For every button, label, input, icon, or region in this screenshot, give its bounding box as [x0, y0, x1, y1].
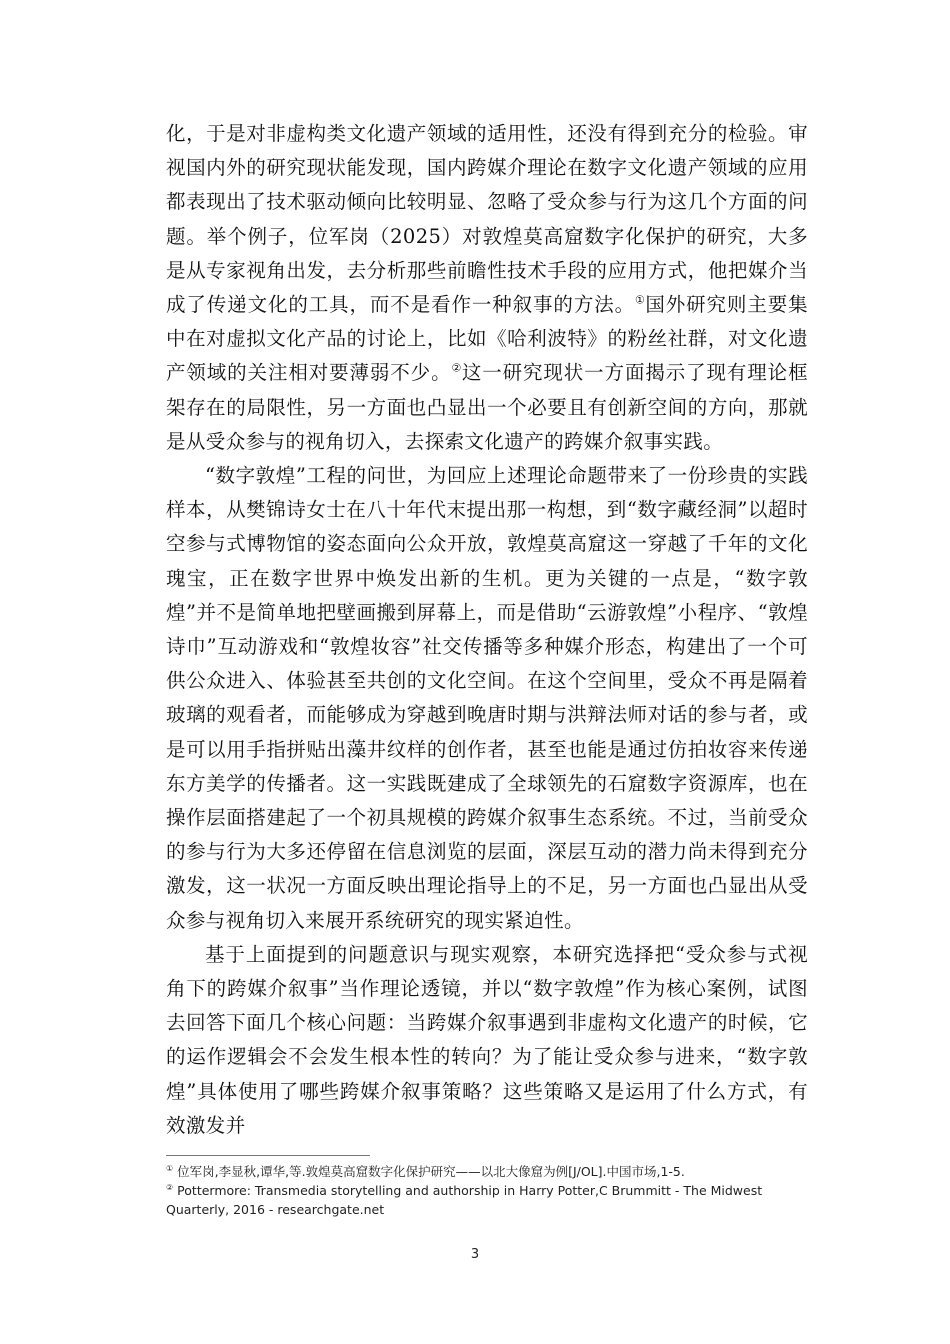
paragraph-text: 这一研究现状一方面揭示了现有理论框架存在的局限性，另一方面也凸显出一个必要且有创新空间的方向，那就是从受众参与的视角切入，去探索文化遗产的跨媒介叙事实践。 — [166, 361, 808, 453]
footnote-mark: ② — [166, 1182, 174, 1192]
paragraph-text: “数字敦煌”工程的问世，为回应上述理论命题带来了一份珍贵的实践样本，从樊锦诗女士在八十年代末提出那一构想，到“数字藏经洞”以超时空参与式博物馆的姿态面向公众开放，敦煌莫高窟这一穿越了千年的文化瑰宝，正在数字世界中焕发出新的生机。更为关键的一点是，“数字敦煌”并不是简单地把壁画搬到屏幕上，而是借助“云游敦煌”小程序、“敦煌诗巾”互动游戏和“敦煌妆容”社交传播等多种媒介形态，构建出了一个可供公众进入、体验甚至共创的文化空间。在这个空间里，受众不再是隔着玻璃的观看者，而能够成为穿越到晚唐时期与洪辩法师对话的参与者，或是可以用手指拼贴出藻井纹样的创作者，甚至也能是通过仿拍妆容来传递东方美学的传播者。这一实践既建成了全球领先的石窟数字资源库，也在操作层面搭建起了一个初具规模的跨媒介叙事生态系统。不过，当前受众的参与行为大多还停留在信息浏览的层面，深层互动的潜力尚未得到充分激发，这一状况一方面反映出理论指导上的不足，另一方面也凸显出从受众参与视角切入来展开系统研究的现实紧迫性。 — [166, 464, 808, 932]
paragraph-3 — [166, 938, 808, 1143]
footnote-reference-1[interactable]: ① — [635, 293, 646, 307]
body-text — [166, 117, 808, 1143]
footnote-reference-2[interactable]: ② — [451, 361, 462, 375]
page-number: 3 — [470, 1247, 480, 1262]
footnote-1 — [166, 1162, 786, 1181]
footnote-2 — [166, 1181, 786, 1219]
paragraph-text: 化，于是对非虚构类文化遗产领域的适用性，还没有得到充分的检验。审视国内外的研究现状能发现，国内跨媒介理论在数字文化遗产领域的应用都表现出了技术驱动倾向比较明显、忽略了受众参与行为这几个方面的问题。举个例子，位军岗（2025）对敦煌莫高窟数字化保护的研究，大多是从专家视角出发，去分析那些前瞻性技术手段的应用方式，他把媒介当成了传递文化的工具，而不是看作一种叙事的方法。 — [166, 122, 808, 317]
paragraph-text: 基于上面提到的问题意识与现实观察，本研究选择把“受众参与式视角下的跨媒介叙事”当作理论透镜，并以“数字敦煌”作为核心案例，试图去回答下面几个核心问题：当跨媒介叙事遇到非虚构文化遗产的时候，它的运作逻辑会不会发生根本性的转向？为了能让受众参与进来，“数字敦煌”具体使用了哪些跨媒介叙事策略？这些策略又是运用了什么方式，有效激发并 — [166, 942, 808, 1137]
footnote-mark: ① — [166, 1163, 174, 1173]
paragraph-1 — [166, 117, 808, 459]
footnote-separator — [166, 1155, 370, 1156]
footnotes — [166, 1162, 786, 1219]
footnote-text: 位军岗,李显秋,谭华,等.敦煌莫高窟数字化保护研究——以北大像窟为例[J/OL].中国市场,1-5. — [177, 1164, 685, 1179]
footnote-text: Pottermore: Transmedia storytelling and authorship in Harry Potter,C Brummitt - The Midwest Quarterly, 2016 - researchgate.net — [166, 1183, 763, 1217]
paragraph-2 — [166, 459, 808, 938]
paragraph-text: 国外研究则主要集中在对虚拟文化产品的讨论上，比如《哈利波特》的粉丝社群，对文化遗产领域的关注相对要薄弱不少。 — [166, 293, 808, 385]
